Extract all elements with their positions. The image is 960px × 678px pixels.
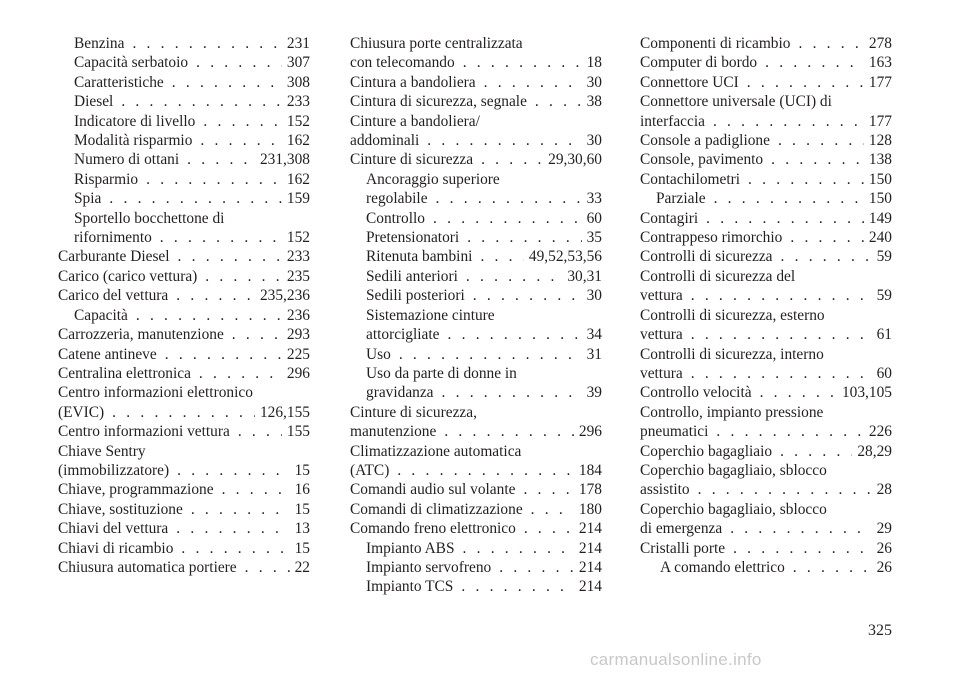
leader-dots [187, 150, 255, 169]
index-entry [58, 345, 310, 364]
entry-page-ref: 31 [586, 345, 602, 363]
entry-page-ref: 180 [578, 500, 602, 518]
index-entry [58, 189, 310, 208]
entry-term: Numero di ottani [74, 151, 180, 169]
entry-term: Controlli di sicurezza [640, 248, 773, 266]
index-entry [640, 247, 892, 266]
leader-dots [798, 34, 863, 53]
index-entry [350, 306, 602, 345]
leader-dots [691, 364, 872, 383]
entry-term: Impianto ABS [366, 539, 455, 557]
entry-page-ref: 30 [586, 132, 602, 150]
entry-page-ref: 34 [586, 326, 602, 344]
entry-term: Coperchio bagagliaio, sblocco [640, 461, 827, 479]
entry-term: Chiusura automatica portiere [58, 558, 237, 576]
index-entry [58, 170, 310, 189]
entry-page-ref: 29 [876, 520, 892, 538]
index-column-1 [58, 34, 310, 577]
entry-term: Carico del vettura [58, 287, 169, 305]
leader-dots [160, 228, 282, 247]
index-entry [58, 558, 310, 577]
entry-term: Coperchio bagagliaio, sblocco [640, 500, 827, 518]
entry-page-ref: 13 [294, 520, 310, 538]
entry-page-ref: 214 [578, 578, 602, 596]
index-entry [350, 267, 602, 286]
index-entry [350, 345, 602, 364]
index-entry [58, 286, 310, 305]
entry-term: Console, pavimento [640, 151, 764, 169]
leader-dots [461, 577, 574, 596]
index-entry [640, 500, 892, 539]
leader-dots [112, 403, 255, 422]
entry-term: Contagiri [640, 209, 699, 227]
entry-page-ref: 138 [868, 151, 892, 169]
index-entry [350, 73, 602, 92]
leader-dots [109, 189, 282, 208]
entry-term: Controllo [366, 209, 425, 227]
entry-page-ref: 61 [876, 326, 892, 344]
index-entry [350, 577, 602, 596]
entry-term: rifornimento [74, 229, 152, 247]
entry-page-ref: 16 [294, 481, 310, 499]
index-entry [58, 34, 310, 53]
entry-term: vettura [640, 287, 683, 305]
entry-term: Console a padiglione [640, 132, 770, 150]
entry-term: Sedili anteriori [366, 267, 458, 285]
entry-term: Cintura di sicurezza, segnale [350, 93, 527, 111]
entry-term: Chiave Sentry [58, 442, 146, 460]
entry-term: attorcigliate [366, 326, 440, 344]
entry-page-ref: 128 [868, 132, 892, 150]
entry-term: Carburante Diesel [58, 248, 170, 266]
index-entry [350, 519, 602, 538]
leader-dots [531, 500, 574, 519]
leader-dots [238, 422, 282, 441]
index-entry [350, 364, 602, 403]
entry-page-ref: 15 [294, 539, 310, 557]
entry-page-ref: 22 [294, 558, 310, 576]
leader-dots [535, 92, 582, 111]
entry-page-ref: 59 [876, 248, 892, 266]
entry-term: Carico (carico vettura) [58, 267, 198, 285]
entry-page-ref: 39 [586, 384, 602, 402]
leader-dots [397, 461, 574, 480]
entry-term: Sportello bocchettone di [74, 209, 225, 227]
leader-dots [790, 228, 864, 247]
leader-dots [442, 383, 582, 402]
leader-dots [463, 539, 574, 558]
leader-dots [181, 539, 289, 558]
entry-page-ref: 28,29 [857, 442, 892, 460]
index-entry [350, 442, 602, 481]
leader-dots [132, 34, 281, 53]
leader-dots [714, 189, 864, 208]
index-entry [640, 267, 892, 306]
index-entry [640, 209, 892, 228]
entry-term: Chiave, sostituzione [58, 500, 183, 518]
entry-term: Centro informazioni vettura [58, 423, 230, 441]
entry-page-ref: 226 [868, 423, 892, 441]
entry-term: Controllo velocità [640, 384, 752, 402]
entry-page-ref: 155 [286, 423, 310, 441]
entry-term: Connettore universale (UCI) di [640, 93, 832, 111]
index-entry [350, 539, 602, 558]
entry-term: regolabile [366, 190, 428, 208]
entry-page-ref: 162 [286, 132, 310, 150]
entry-page-ref: 59 [876, 287, 892, 305]
index-entry [58, 92, 310, 111]
leader-dots [136, 306, 282, 325]
leader-dots [433, 209, 582, 228]
entry-page-ref: 150 [868, 190, 892, 208]
entry-page-ref: 214 [578, 558, 602, 576]
entry-page-ref: 178 [578, 481, 602, 499]
entry-page-ref: 308 [286, 73, 310, 91]
entry-term: pneumatici [640, 423, 709, 441]
index-entry [640, 383, 892, 402]
entry-term: Ritenuta bambini [366, 248, 473, 266]
entry-page-ref: 278 [868, 35, 892, 52]
leader-dots [191, 500, 290, 519]
entry-page-ref: 60 [876, 364, 892, 382]
entry-term: di emergenza [640, 520, 723, 538]
leader-dots [523, 480, 573, 499]
entry-term: Controlli di sicurezza, interno [640, 345, 824, 363]
entry-term: (ATC) [350, 461, 390, 479]
entry-page-ref: 177 [868, 73, 892, 91]
index-entry [640, 461, 892, 500]
entry-page-ref: 162 [286, 170, 310, 188]
entry-term: Capacità serbatoio [74, 54, 189, 72]
leader-dots [747, 73, 864, 92]
index-entry [350, 209, 602, 228]
entry-term: Chiavi di ricambio [58, 539, 174, 557]
entry-page-ref: 233 [286, 93, 310, 111]
entry-page-ref: 235,236 [259, 287, 310, 305]
entry-page-ref: 26 [876, 558, 892, 576]
entry-page-ref: 152 [286, 112, 310, 130]
entry-term: vettura [640, 364, 683, 382]
leader-dots [245, 558, 290, 577]
index-entry [58, 422, 310, 441]
entry-page-ref: 236 [286, 306, 310, 324]
entry-page-ref: 29,30,60 [548, 151, 602, 169]
index-entry [350, 170, 602, 209]
entry-page-ref: 38 [586, 93, 602, 111]
entry-page-ref: 159 [286, 190, 310, 208]
entry-term: Sistemazione cinture [366, 306, 495, 324]
index-entry [640, 189, 892, 208]
index-entry [640, 558, 892, 577]
entry-page-ref: 60 [586, 209, 602, 227]
leader-dots [205, 267, 282, 286]
leader-dots [203, 112, 282, 131]
entry-page-ref: 150 [868, 170, 892, 188]
entry-term: interfaccia [640, 112, 705, 130]
entry-term: Comandi audio sul volante [350, 481, 516, 499]
entry-term: Impianto servofreno [366, 558, 492, 576]
index-entry [350, 112, 602, 151]
entry-term: Impianto TCS [366, 578, 454, 596]
index-entry [58, 306, 310, 325]
entry-term: Contachilometri [640, 170, 741, 188]
entry-page-ref: 30 [586, 287, 602, 305]
leader-dots [200, 131, 282, 150]
index-entry [350, 286, 602, 305]
entry-term: Uso [366, 345, 391, 363]
leader-dots [778, 131, 864, 150]
entry-term: Cinture di sicurezza [350, 151, 474, 169]
index-entry [640, 92, 892, 131]
index-entry [58, 267, 310, 286]
entry-term: Centralina elettronica [58, 364, 191, 382]
index-column-2 [350, 34, 602, 597]
entry-page-ref: 307 [286, 54, 310, 72]
index-entry [58, 247, 310, 266]
leader-dots [467, 228, 581, 247]
index-entry [58, 325, 310, 344]
index-entry [350, 403, 602, 442]
index-entry [640, 539, 892, 558]
index-entry [640, 131, 892, 150]
entry-page-ref: 15 [294, 500, 310, 518]
entry-page-ref: 163 [868, 54, 892, 72]
entry-page-ref: 293 [286, 326, 310, 344]
index-entry [640, 150, 892, 169]
leader-dots [706, 209, 864, 228]
index-column-3 [640, 34, 892, 577]
entry-term: Comando freno elettronico [350, 520, 516, 538]
leader-dots [463, 53, 582, 72]
leader-dots [448, 325, 582, 344]
entry-page-ref: 296 [286, 364, 310, 382]
entry-term: Controlli di sicurezza, esterno [640, 306, 825, 324]
index-entry [350, 500, 602, 519]
index-entry [640, 306, 892, 345]
leader-dots [232, 325, 282, 344]
entry-page-ref: 103,105 [841, 384, 892, 402]
index-entry [640, 403, 892, 442]
entry-page-ref: 15 [294, 461, 310, 479]
entry-term: Indicatore di livello [74, 112, 196, 130]
index-entry [58, 519, 310, 538]
index-entry [350, 247, 602, 266]
entry-term: Contrappeso rimorchio [640, 229, 783, 247]
leader-dots [196, 53, 282, 72]
entry-page-ref: 33 [586, 190, 602, 208]
entry-page-ref: 214 [578, 539, 602, 557]
leader-dots [771, 150, 864, 169]
entry-page-ref: 18 [586, 54, 602, 72]
index-entry [58, 539, 310, 558]
entry-term: vettura [640, 326, 683, 344]
index-entry [350, 92, 602, 111]
leader-dots [499, 558, 574, 577]
entry-term: Componenti di ricambio [640, 35, 791, 52]
entry-term: Cintura a bandoliera [350, 73, 476, 91]
leader-dots [473, 286, 582, 305]
entry-term: gravidanza [366, 384, 434, 402]
entry-page-ref: 231,308 [259, 151, 310, 169]
entry-term: Cristalli porte [640, 539, 726, 557]
entry-term: Parziale [656, 190, 706, 208]
leader-dots [121, 92, 282, 111]
index-entry [350, 34, 602, 73]
entry-page-ref: 35 [586, 229, 602, 247]
entry-term: Climatizzazione automatica [350, 442, 522, 460]
entry-term: Computer di bordo [640, 54, 758, 72]
index-entry [640, 170, 892, 189]
entry-term: Uso da parte di donne in [366, 364, 517, 382]
watermark: carmanualsonline.info [590, 650, 762, 669]
leader-dots [691, 325, 872, 344]
leader-dots [716, 422, 864, 441]
index-entry [640, 53, 892, 72]
entry-term: Centro informazioni elettronico [58, 384, 253, 402]
leader-dots [780, 442, 852, 461]
entry-page-ref: 235 [286, 267, 310, 285]
entry-term: assistito [640, 481, 690, 499]
entry-term: Caratteristiche [74, 73, 164, 91]
entry-page-ref: 30,31 [567, 267, 602, 285]
leader-dots [178, 247, 282, 266]
leader-dots [781, 247, 872, 266]
leader-dots [481, 150, 543, 169]
index-entry [350, 228, 602, 247]
leader-dots [444, 422, 574, 441]
entry-term: Chiave, programmazione [58, 481, 214, 499]
entry-term: Spia [74, 190, 102, 208]
entry-term: addominali [350, 132, 420, 150]
leader-dots [698, 480, 872, 499]
entry-term: Modalità risparmio [74, 132, 193, 150]
leader-dots [730, 519, 871, 538]
leader-dots [748, 170, 864, 189]
entry-term: Diesel [74, 93, 114, 111]
index-entry [640, 442, 892, 461]
leader-dots [480, 247, 523, 266]
index-entry [350, 558, 602, 577]
leader-dots [177, 461, 290, 480]
entry-term: Benzina [74, 35, 125, 52]
entry-term: Cinture di sicurezza, [350, 403, 477, 421]
index-entry [58, 442, 310, 481]
entry-term: Pretensionatori [366, 229, 460, 247]
entry-page-ref: 214 [578, 520, 602, 538]
leader-dots [199, 364, 282, 383]
entry-page-ref: 26 [876, 539, 892, 557]
entry-page-ref: 30 [586, 73, 602, 91]
entry-page-ref: 126,155 [259, 403, 310, 421]
entry-page-ref: 296 [578, 423, 602, 441]
leader-dots [484, 73, 582, 92]
entry-term: Chiusura porte centralizzata [350, 35, 523, 52]
index-entry [350, 150, 602, 169]
entry-term: manutenzione [350, 423, 437, 441]
index-entry [58, 209, 310, 248]
leader-dots [172, 73, 282, 92]
entry-page-ref: 49,52,53,56 [528, 248, 602, 266]
entry-term: Capacità [74, 306, 128, 324]
entry-page-ref: 225 [286, 345, 310, 363]
entry-term: Controllo, impianto pressione [640, 403, 824, 421]
leader-dots [524, 519, 574, 538]
index-entry [640, 345, 892, 384]
entry-term: Coperchio bagagliaio [640, 442, 773, 460]
index-entry [350, 480, 602, 499]
leader-dots [733, 539, 872, 558]
leader-dots [793, 558, 872, 577]
index-entry [58, 53, 310, 72]
leader-dots [765, 53, 864, 72]
entry-term: Chiavi del vettura [58, 520, 169, 538]
index-entry [58, 500, 310, 519]
entry-term: Carrozzeria, manutenzione [58, 326, 224, 344]
index-entry [58, 383, 310, 422]
entry-term: (immobilizzatore) [58, 461, 170, 479]
entry-page-ref: 149 [868, 209, 892, 227]
entry-term: A comando elettrico [660, 558, 785, 576]
entry-term: Controlli di sicurezza del [640, 267, 796, 285]
entry-term: Risparmio [74, 170, 139, 188]
entry-term: Cinture a bandoliera/ [350, 112, 480, 130]
entry-page-ref: 177 [868, 112, 892, 130]
leader-dots [176, 286, 255, 305]
entry-page-ref: 184 [578, 461, 602, 479]
entry-page-ref: 240 [868, 229, 892, 247]
leader-dots [427, 131, 581, 150]
entry-term: con telecomando [350, 54, 455, 72]
leader-dots [222, 480, 290, 499]
entry-page-ref: 233 [286, 248, 310, 266]
index-entry [58, 480, 310, 499]
entry-term: Connettore UCI [640, 73, 739, 91]
index-entry [640, 34, 892, 53]
index-entry [640, 73, 892, 92]
leader-dots [165, 345, 282, 364]
leader-dots [466, 267, 562, 286]
entry-term: Sedili posteriori [366, 287, 465, 305]
leader-dots [146, 170, 282, 189]
leader-dots [436, 189, 582, 208]
leader-dots [399, 345, 582, 364]
leader-dots [713, 112, 864, 131]
leader-dots [691, 286, 872, 305]
leader-dots [176, 519, 289, 538]
leader-dots [760, 383, 837, 402]
entry-page-ref: 152 [286, 229, 310, 247]
entry-page-ref: 231 [286, 35, 310, 52]
entry-term: Ancoraggio superiore [366, 170, 500, 188]
index-entry [58, 150, 310, 169]
index-entry [58, 73, 310, 92]
entry-page-ref: 28 [876, 481, 892, 499]
index-entry [58, 364, 310, 383]
index-entry [58, 131, 310, 150]
entry-term: Catene antineve [58, 345, 157, 363]
entry-term: Comandi di climatizzazione [350, 500, 523, 518]
index-entry [58, 112, 310, 131]
entry-term: (EVIC) [58, 403, 105, 421]
index-entry [640, 228, 892, 247]
page-number: 325 [868, 622, 892, 639]
